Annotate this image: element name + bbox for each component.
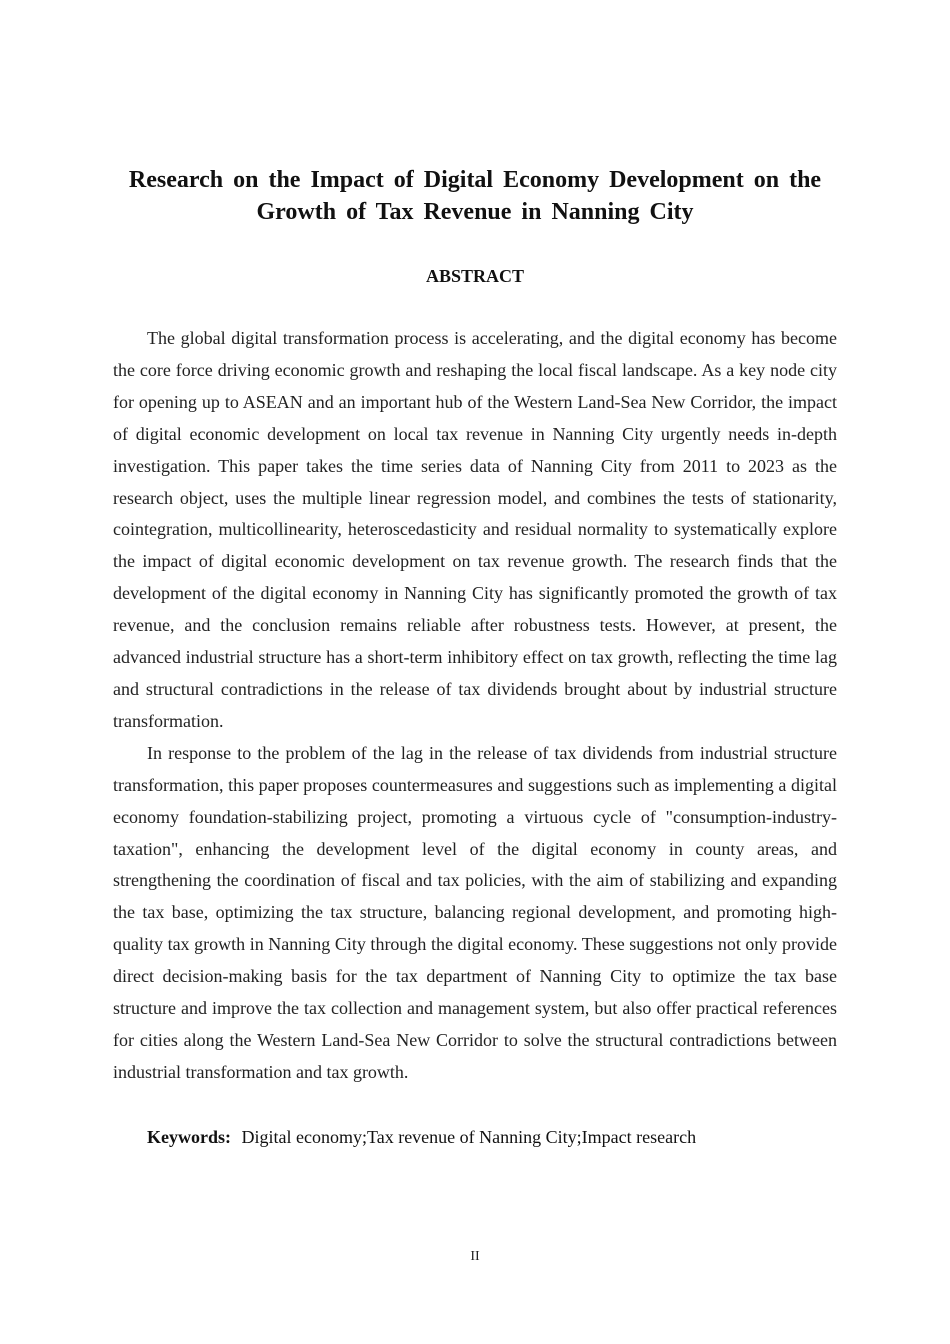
abstract-heading: ABSTRACT	[425, 266, 525, 286]
keywords-label: Keywords:	[147, 1127, 231, 1147]
abstract-body	[113, 323, 837, 1089]
page-number: II	[470, 1249, 480, 1264]
keywords-line	[147, 1122, 696, 1152]
keywords-value: Digital economy;Tax revenue of Nanning City;Impact research	[241, 1127, 697, 1147]
abstract-paragraph-1: The global digital transformation process is accelerating, and the digital economy has become the core force driving economic growth and reshaping the local fiscal landscape. As a key node city for opening up to ASEAN and an important hub of the Western Land-Sea New Corridor, the impact of digital economic development on local tax revenue in Nanning City urgently needs in-depth investigation. This paper takes the time series data of Nanning City from 2011 to 2023 as the research object, uses the multiple linear regression model, and combines the tests of stationarity, cointegration, multicollinearity, heteroscedasticity and residual normality to systematically explore the impact of digital economic development on tax revenue growth. The research finds that the development of the digital economy in Nanning City has significantly promoted the growth of tax revenue, and the conclusion remains reliable after robustness tests. However, at present, the advanced industrial structure has a short-term inhibitory effect on tax growth, reflecting the time lag and structural contradictions in the release of tax dividends brought about by industrial structure transformation.	[113, 328, 837, 731]
abstract-paragraph-2: In response to the problem of the lag in the release of tax dividends from industrial structure transformation, this paper proposes countermeasures and suggestions such as implementing a digital economy foundation-stabilizing project, promoting a virtuous cycle of "consumption-industry-taxation", enhancing the development level of the digital economy in county areas, and strengthening the coordination of fiscal and tax policies, with the aim of stabilizing and expanding the tax base, optimizing the tax structure, balancing regional development, and promoting high-quality tax growth in Nanning City through the digital economy. These suggestions not only provide direct decision-making basis for the tax department of Nanning City to optimize the tax base structure and improve the tax collection and management system, but also offer practical references for cities along the Western Land-Sea New Corridor to solve the structural contradictions between industrial transformation and tax growth.	[113, 742, 837, 1082]
paper-title: Research on the Impact of Digital Economy Development on the Growth of Tax Revenue in Nanning City	[128, 167, 822, 225]
